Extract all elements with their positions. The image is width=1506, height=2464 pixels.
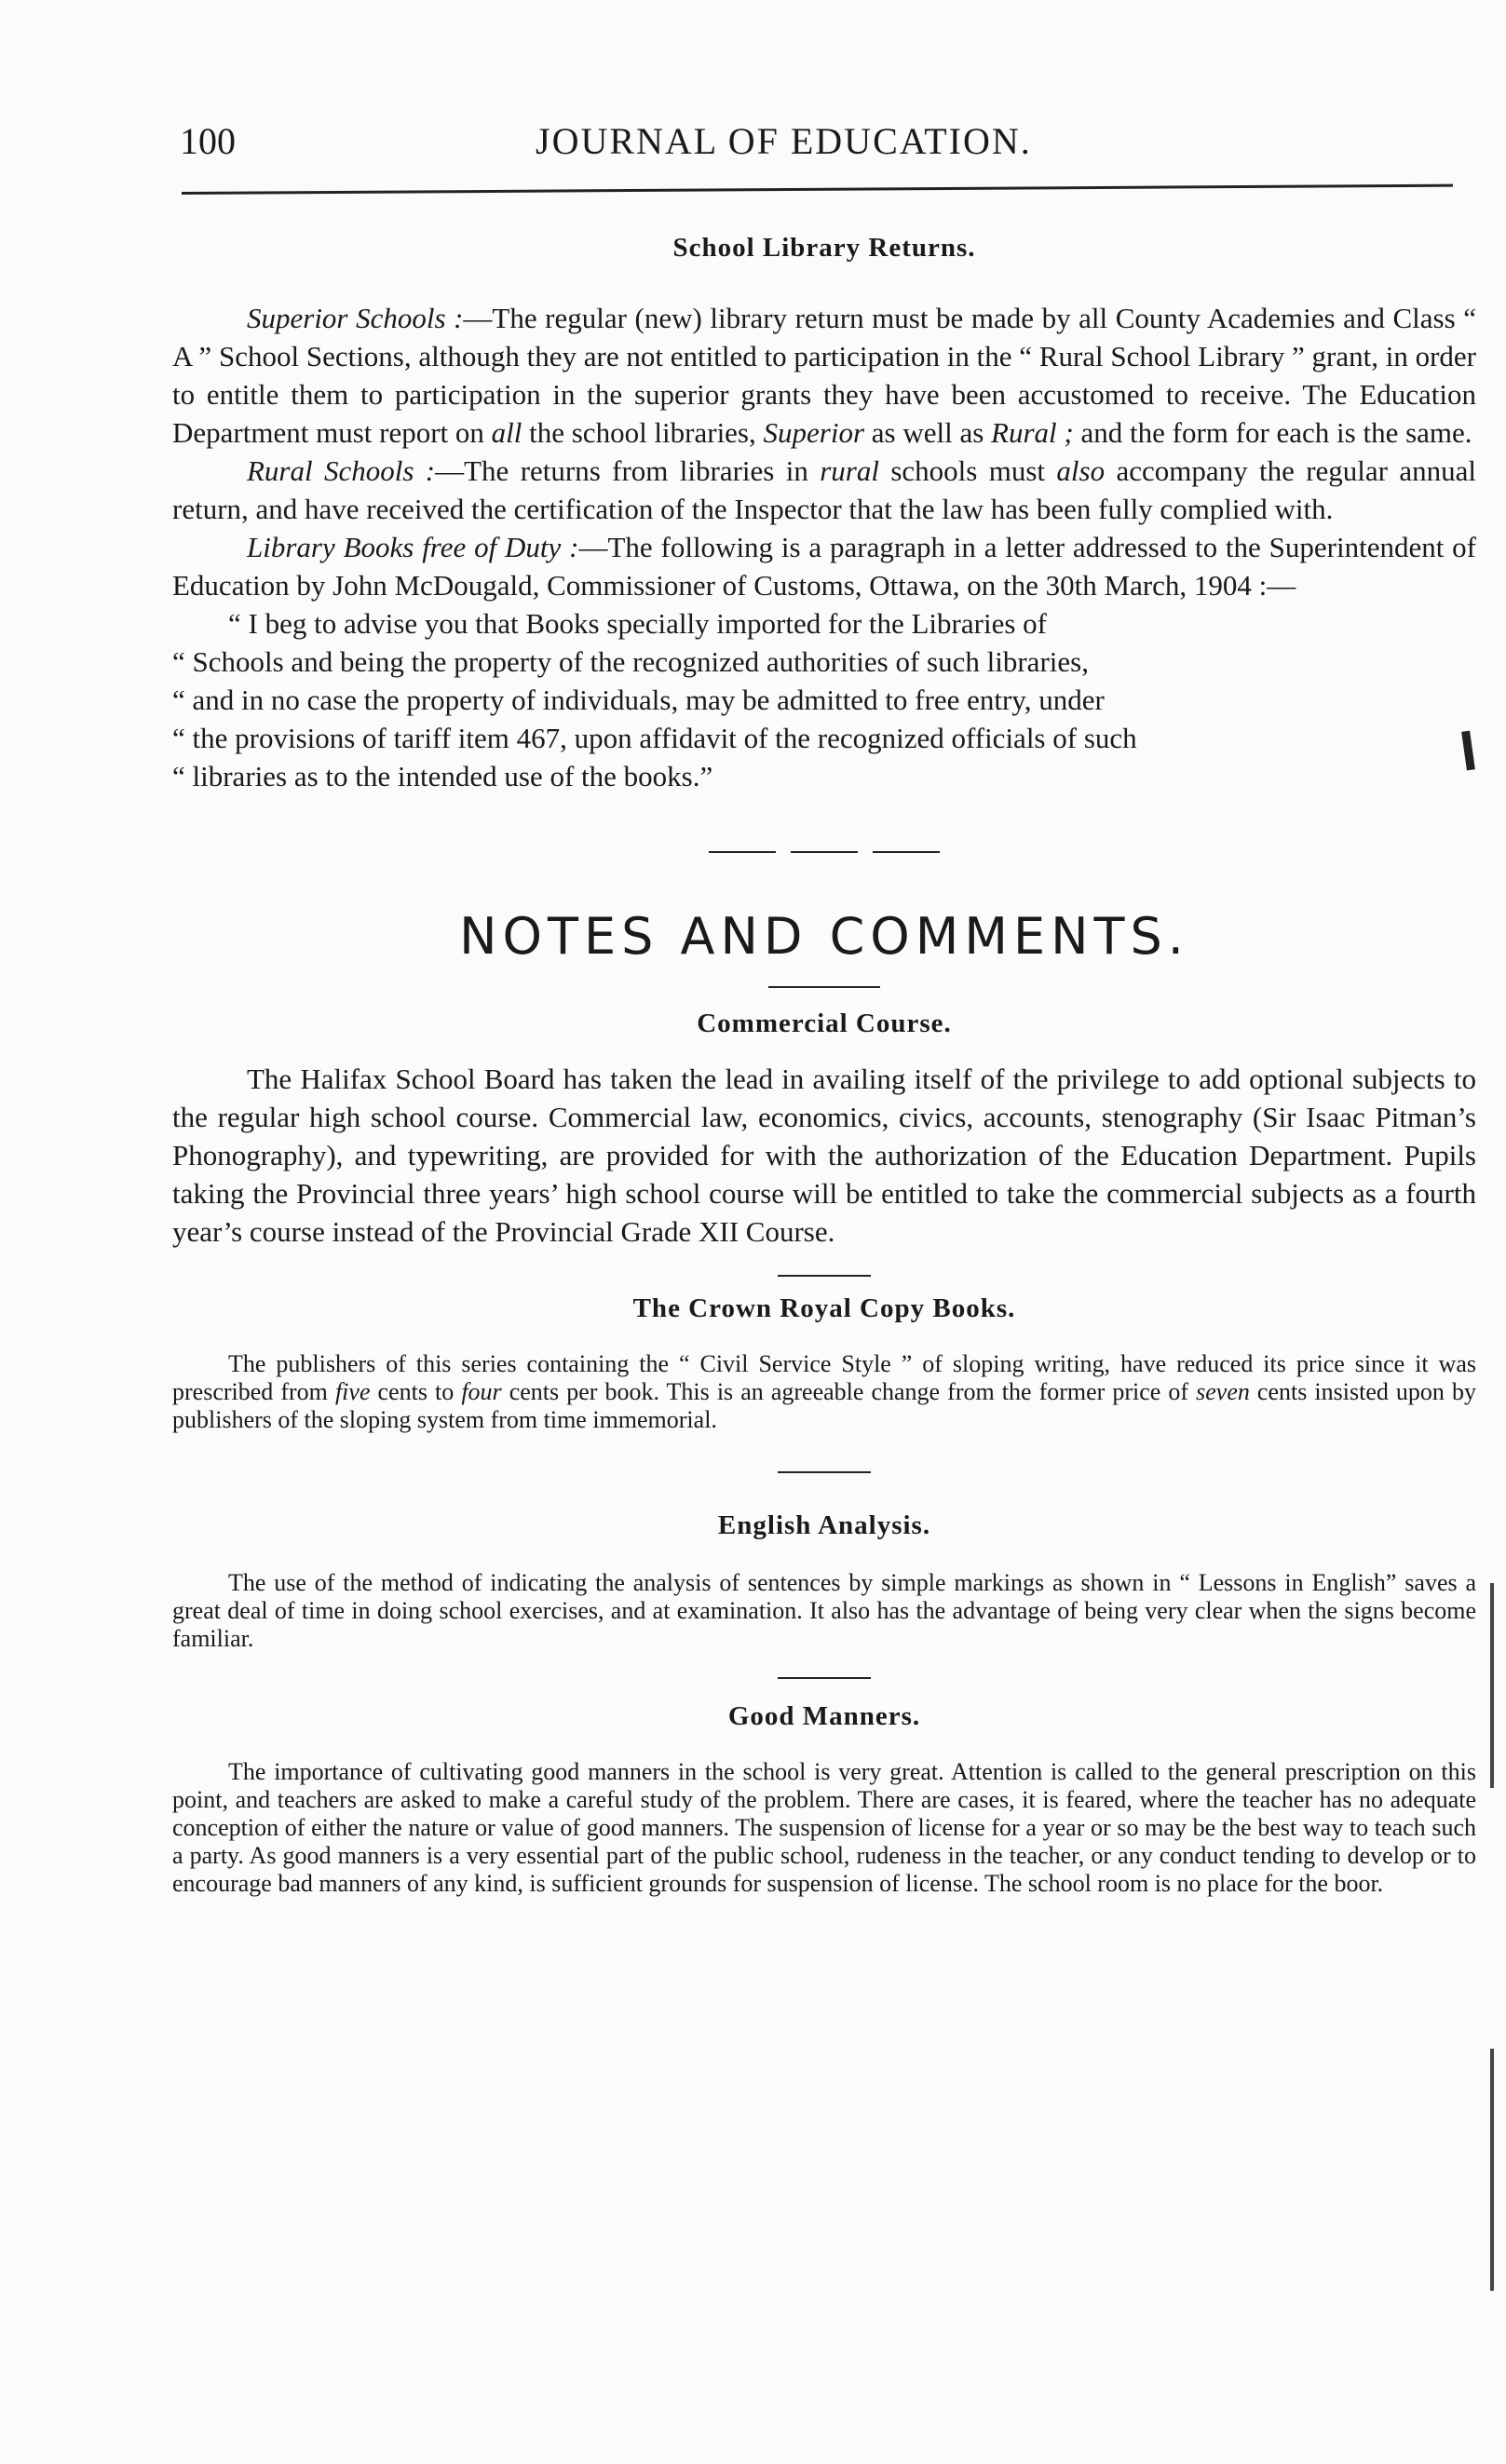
copy-books-text-4: cents insisted upon by publishers of the sloping system from time immemorial. <box>172 1378 1476 1433</box>
copy-books-em-four: four <box>461 1378 502 1405</box>
copy-books-text-2: cents to <box>370 1378 462 1405</box>
superior-em-all: all <box>491 416 522 449</box>
quote-line: “ the provisions of tariff item 467, upon affidavit of the recognized officials of such <box>172 722 1137 754</box>
notes-and-comments-heading: NOTES AND COMMENTS. <box>459 907 1189 966</box>
quote-line: “ I beg to advise you that Books specially imported for the Libraries of <box>228 607 1047 640</box>
commercial-course-section <box>172 1009 1476 1251</box>
page-edge-mark <box>1490 2049 1494 2291</box>
section-divider <box>778 1471 871 1473</box>
superior-em-rural: Rural ; <box>991 416 1074 449</box>
journal-page <box>172 119 1476 1898</box>
good-manners-text: The importance of cultivating good manners in the school is very great. Attention is called to the general prescription on this point, and teachers are asked to make a careful study of the problem. There are cases, it is feared, where the teacher has no adequate conception of either the nature or value of good manners. The suspension of license for a year or so may be the best way to teach such a party. As good manners is a very essential part of the public school, rudeness in the teacher, or any conduct tending to develop or to encourage bad manners of any kind, is sufficient grounds for suspension of license. The school room is no place for the boor. <box>172 1758 1476 1897</box>
superior-text-1: —The regular (new) library return must be made by all County Academies and Class “ A ” School Sections, although they are not entitled to participation in the “ Rural School Library ” grant, in order to entitle them to participation in the superior grants they have been accustomed to receive. The Education Department must report on <box>172 302 1476 449</box>
superior-em-superior: Superior <box>763 416 865 449</box>
copy-books-title: The Crown Royal Copy Books. <box>632 1293 1016 1323</box>
copy-books-em-five: five <box>334 1378 371 1405</box>
section-divider <box>172 851 1476 853</box>
rural-text-2: schools must <box>878 454 1057 487</box>
customs-quote <box>172 604 1476 795</box>
copy-books-em-seven: seven <box>1196 1378 1250 1405</box>
rural-em-rural: rural <box>820 454 879 487</box>
copy-books-text-1: The publishers of this series containing the “ Civil Service Style ” of sloping writing, have reduced its price since it was prescribed from <box>172 1350 1476 1405</box>
quote-line: “ Schools and being the property of the recognized authorities of such libraries, <box>172 645 1089 678</box>
rural-text-1: —The returns from libraries in <box>435 454 821 487</box>
section-divider <box>778 1677 871 1679</box>
english-analysis-section <box>172 1510 1476 1653</box>
rural-em-also: also <box>1056 454 1106 487</box>
section-divider <box>778 1275 871 1277</box>
good-manners-title: Good Manners. <box>727 1701 921 1731</box>
rural-text-3: accompany the regular annual return, and have received the certification of the Inspector that the law has been fully complied with. <box>172 454 1477 525</box>
page-edge-mark <box>1490 1583 1494 1788</box>
page-number: 100 <box>180 120 236 162</box>
english-analysis-title: English Analysis. <box>717 1510 931 1540</box>
superior-text-2: the school libraries, <box>522 416 764 449</box>
superior-text-3: as well as <box>864 416 992 449</box>
library-returns-section <box>172 233 1476 795</box>
header-rule <box>182 184 1453 195</box>
running-header <box>172 119 1476 175</box>
rural-schools-lead: Rural Schools : <box>247 454 436 487</box>
commercial-course-text: The Halifax School Board has taken the lead in availing itself of the privilege to add optional subjects to the regular high school course. Commercial law, economics, civics, accounts, stenography (Sir Isaac Pitman’s Phonography), and typewriting, are provided for with the authorization of the Education Department. Pupils taking the Provincial three years’ high school course will be entitled to take the commercial subjects as a fourth year’s course instead of the Provincial Grade XII Course. <box>172 1063 1476 1248</box>
copy-books-section <box>172 1293 1476 1434</box>
good-manners-section <box>172 1701 1476 1898</box>
commercial-course-title: Commercial Course. <box>697 1009 952 1038</box>
quote-line: “ and in no case the property of individuals, may be admitted to free entry, under <box>172 684 1105 716</box>
superior-schools-lead: Superior Schools : <box>247 302 464 334</box>
superior-text-4: and the form for each is the same. <box>1073 416 1472 449</box>
library-books-text: —The following is a paragraph in a letter addressed to the Superintendent of Education by John McDougald, Commissioner of Customs, Ottawa, on the 30th March, 1904 :— <box>172 531 1476 602</box>
library-books-duty-paragraph <box>172 528 1476 604</box>
copy-books-text <box>172 1350 1476 1434</box>
superior-schools-paragraph <box>172 299 1476 452</box>
quote-line: “ libraries as to the intended use of the books.” <box>172 760 713 792</box>
library-returns-title: School Library Returns. <box>672 233 976 263</box>
copy-books-text-3: cents per book. This is an agreeable change from the former price of <box>501 1378 1197 1405</box>
heading-rule <box>768 986 880 988</box>
rural-schools-paragraph <box>172 452 1476 528</box>
journal-title: JOURNAL OF EDUCATION. <box>536 120 1032 162</box>
library-books-lead: Library Books free of Duty : <box>247 531 579 563</box>
english-analysis-text: The use of the method of indicating the analysis of sentences by simple markings as shown in “ Lessons in English” saves a great deal of time in doing school exercises, and at examination. It also has the advantage of being very clear when the signs become familiar. <box>172 1569 1476 1652</box>
